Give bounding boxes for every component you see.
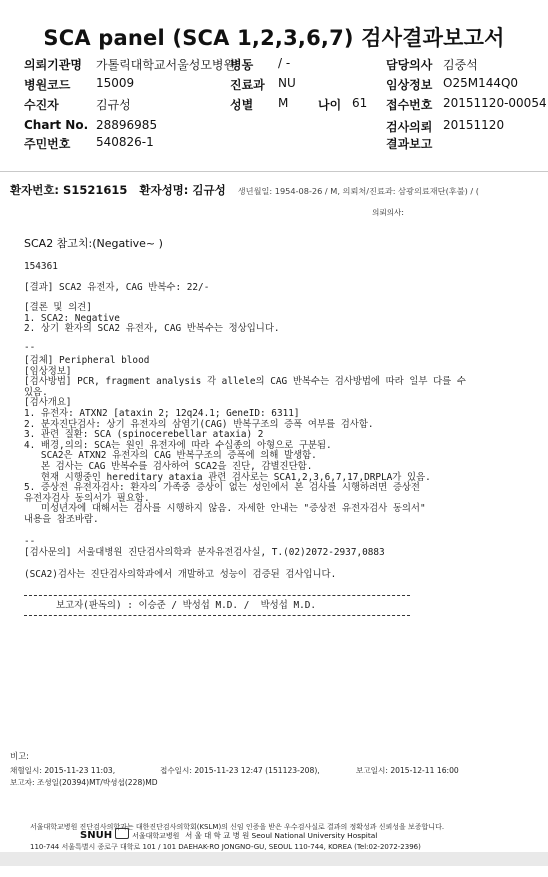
sex-value: M [278,96,289,110]
bottom-band [0,852,548,866]
specimen-block: [검체] Peripheral blood [임상정보] [검사방법] PCR, fragment analysis 각 allele의 CAG 반복수는 검사방법에 따라 일부 다를 수 있음. [검사개요] 1. 유전자: ATXN2 [ataxin 2; 12q24.1; GeneID: 6311] 2. 분자진단검사: 상기 유전자의 삼염기(CAG) 반복구조의 증폭 여부를 검사함. 3. 관련 질환: SCA (spinocerebellar ataxia) 2 4. 배경,의의: SCA는 원인 유전자에 따라 수십종의 아형으로 구분됨. SCA2은 ATXN2 유전자의 CAG 반복구조의 증폭에 의해 발생함. 본 검사는 CAG 반복수를 검사하여 SCA2을 진단, 감별진단함. 현재 시행중인 hereditary ataxia 관련 검사로는 SCA1,2,3,6,7,17,DRPLA가 있음. 5. 증상전 유전자검사: 환자의 가족중 증상이 없는 성인에서 본 검사를 시행하려면 증상전 유전자검사 동의서가 필요함. 미성년자에 대해서는 검사를 시행하지 않음. 자세한 안내는 "증상전 유전자검사 동의서" 내용을 참조바람. [24,355,466,525]
request-date-label: 검사의뢰 [386,120,433,134]
hospital-logo-line [80,828,377,841]
reference-value: SCA2 참고치:(Negative~ ) [24,237,163,250]
dashed-rule [24,615,410,616]
request-date-value: 20151120 [443,118,505,132]
patient-name-label: 수진자 [24,98,59,112]
reporter-line: 보고자(판독의) : 이승준 / 박성섭 M.D. / 박성섭 M.D. [56,600,317,611]
requesting-institution-value: 가톨릭대학교서울성모병원 [96,58,236,72]
requesting-doctor: 의뢰의사: [372,208,404,217]
hospital-emblem-icon [115,828,129,839]
clinical-info-value: O25M144Q0 [443,76,519,90]
department-value: NU [278,76,296,90]
patient-name-value: 김규성 [96,98,131,112]
ward-value: / - [278,56,291,70]
resident-no-label: 주민번호 [24,137,71,151]
sex-label: 성별 [230,98,254,112]
patient-number: 환자번호: S1521615 [10,183,128,197]
hospital-name: 서 울 대 학 교 병 원 Seoul National University Hospital [185,831,378,840]
department-label: 진료과 [230,78,265,92]
developed-line: (SCA2)검사는 진단검사의학과에서 개발하고 성능이 검증된 검사입니다. [24,569,337,580]
dashed-rule [24,595,410,596]
report-time: 보고일시: 2015-12-11 16:00 [356,766,459,775]
snuh-name: 서울대학교병원 [132,832,180,840]
attending-label: 담당의사 [386,58,433,72]
dash-separator: -- [24,536,36,547]
certification-note: 서울대학교병원 진단검사의학과는 대한진단검사의학회(KSLM)의 신임 인증을 받은 우수검사실로 결과의 정확성과 신뢰성을 보증합니다. [30,823,445,831]
clinical-info-label: 임상정보 [386,78,433,92]
patient-name: 환자성명: 김규성 [139,183,226,197]
age-label: 나이 [318,98,342,112]
receipt-no-label: 접수번호 [386,98,433,112]
result-line: [결과] SCA2 유전자, CAG 반복수: 22/- [24,282,210,293]
hospital-code-value: 15009 [96,76,135,90]
chart-no-value: 28896985 [96,118,158,132]
requesting-institution-label: 의뢰기관명 [24,58,82,72]
opinion-block: [결론 및 의견] 1. SCA2: Negative 2. 상기 환자의 SCA2 유전자, CAG 반복수는 정상입니다. [24,302,280,335]
snuh-logo: SNUH [80,830,113,841]
chart-no-label: Chart No. [24,118,89,132]
dash-separator: -- [24,342,36,353]
receipt-no-value: 20151120-00054 [443,96,547,110]
collection-time: 채혈일시: 2015-11-23 11:03, [10,766,116,775]
age-value: 61 [352,96,368,110]
report-title: SCA panel (SCA 1,2,3,6,7) 검사결과보고서 [43,26,505,50]
footer-reporter: 보고자: 조셩일(20394)MT/박셩셥(228)MD [10,778,158,787]
inquiry-line: [검사문의] 서울대병원 진단검사의학과 분자유전검사실, T.(02)2072-2937,0883 [24,547,385,558]
receipt-time: 접수일시: 2015-11-23 12:47 (151123-208), [160,766,320,775]
hospital-address: 110-744 서울특별시 종로구 대학로 101 / 101 DAEHAK-RO JONGNO-GU, SEOUL 110-744, KOREA (Tel:02-2072-2396) [30,843,421,851]
patient-details: 생년월일: 1954-08-26 / M, 의뢰처/진료과: 삼광의료재단(후불) / ( [237,186,479,196]
report-label: 결과보고 [386,137,433,151]
attending-value: 김중석 [443,58,478,72]
resident-no-value: 540826-1 [96,135,154,149]
remark-label: 비고: [10,751,30,761]
ward-label: 병동 [230,58,254,72]
hospital-code-label: 병원코드 [24,78,71,92]
patient-line [10,182,479,198]
test-code: 154361 [24,261,58,272]
header-divider [0,171,548,172]
